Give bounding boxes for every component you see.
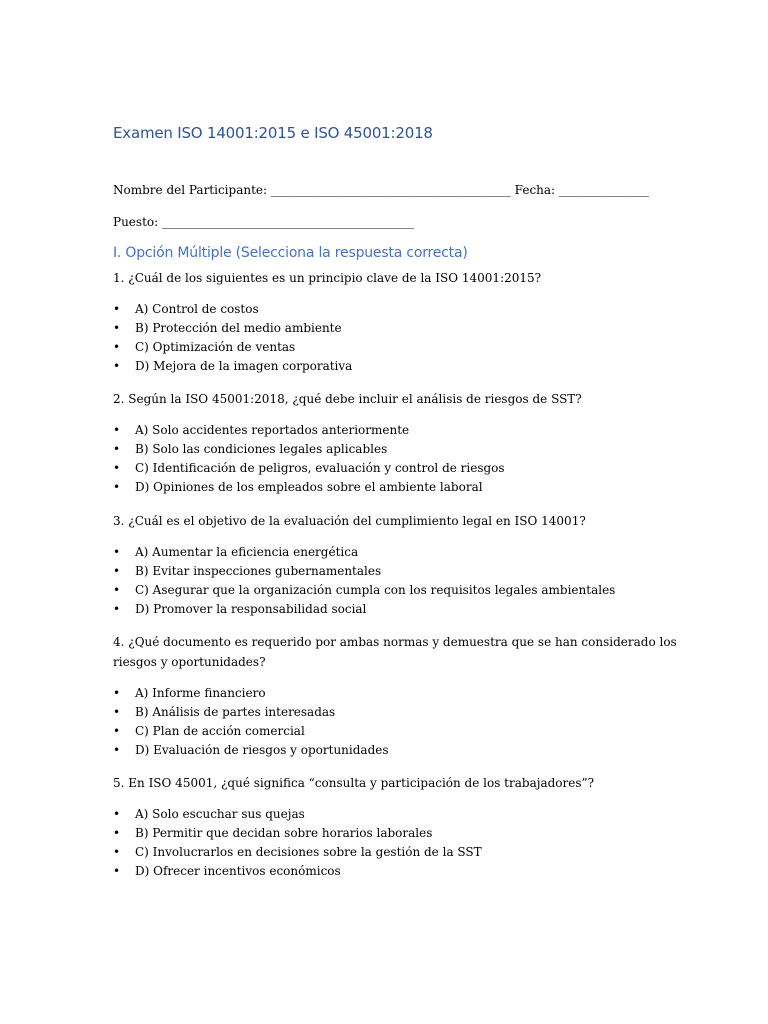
position-line: Puesto: __________________________________________	[113, 215, 414, 229]
question-text-continued: riesgos y oportunidades?	[113, 655, 266, 669]
option-item	[113, 562, 615, 581]
question-text: 1. ¿Cuál de los siguientes es un principio clave de la ISO 14001:2015?	[113, 271, 542, 285]
bullet-icon: •	[113, 321, 121, 335]
participant-name-date-line: Nombre del Participante: ________________________________________ Fecha: _______________	[113, 183, 649, 197]
bullet-icon: •	[113, 302, 121, 316]
option-item	[113, 300, 352, 319]
section-heading: I. Opción Múltiple (Selecciona la respuesta correcta)	[113, 245, 468, 261]
option-label: A) Solo accidentes reportados anteriormente	[135, 423, 410, 437]
question-1	[113, 268, 663, 288]
option-item	[113, 722, 389, 741]
option-item	[113, 338, 352, 357]
options-list-3	[113, 543, 615, 619]
bullet-icon: •	[113, 845, 121, 859]
bullet-icon: •	[113, 724, 121, 738]
bullet-icon: •	[113, 359, 121, 373]
option-label: B) Permitir que decidan sobre horarios laborales	[135, 826, 433, 840]
bullet-icon: •	[113, 602, 121, 616]
bullet-icon: •	[113, 545, 121, 559]
option-label: B) Evitar inspecciones gubernamentales	[135, 564, 382, 578]
options-list-4	[113, 684, 389, 760]
bullet-icon: •	[113, 583, 121, 597]
option-label: C) Plan de acción comercial	[135, 724, 305, 738]
question-5	[113, 773, 663, 793]
bullet-icon: •	[113, 826, 121, 840]
bullet-icon: •	[113, 461, 121, 475]
bullet-icon: •	[113, 442, 121, 456]
option-label: D) Evaluación de riesgos y oportunidades	[135, 743, 389, 757]
option-item	[113, 319, 352, 338]
bullet-icon: •	[113, 686, 121, 700]
option-item	[113, 357, 352, 376]
bullet-icon: •	[113, 564, 121, 578]
option-label: D) Opiniones de los empleados sobre el ambiente laboral	[135, 480, 483, 494]
bullet-icon: •	[113, 864, 121, 878]
bullet-icon: •	[113, 340, 121, 354]
option-label: B) Análisis de partes interesadas	[135, 705, 336, 719]
bullet-icon: •	[113, 423, 121, 437]
option-label: B) Solo las condiciones legales aplicables	[135, 442, 388, 456]
option-label: C) Identificación de peligros, evaluación y control de riesgos	[135, 461, 505, 475]
options-list-2	[113, 421, 505, 497]
option-item	[113, 862, 482, 881]
option-label: D) Mejora de la imagen corporativa	[135, 359, 353, 373]
option-item	[113, 843, 482, 862]
option-label: B) Protección del medio ambiente	[135, 321, 342, 335]
option-item	[113, 440, 505, 459]
option-item	[113, 805, 482, 824]
option-label: D) Promover la responsabilidad social	[135, 602, 367, 616]
bullet-icon: •	[113, 743, 121, 757]
question-4	[113, 632, 677, 672]
options-list-5	[113, 805, 482, 881]
option-item	[113, 703, 389, 722]
option-item	[113, 478, 505, 497]
question-3	[113, 511, 663, 531]
question-text: 5. En ISO 45001, ¿qué significa “consulta y participación de los trabajadores”?	[113, 776, 595, 790]
question-2	[113, 389, 663, 409]
option-item	[113, 459, 505, 478]
option-label: C) Optimización de ventas	[135, 340, 296, 354]
option-item	[113, 824, 482, 843]
option-label: C) Involucrarlos en decisiones sobre la gestión de la SST	[135, 845, 482, 859]
question-text: 2. Según la ISO 45001:2018, ¿qué debe incluir el análisis de riesgos de SST?	[113, 392, 582, 406]
bullet-icon: •	[113, 705, 121, 719]
question-text: 3. ¿Cuál es el objetivo de la evaluación del cumplimiento legal en ISO 14001?	[113, 514, 586, 528]
document-title: Examen ISO 14001:2015 e ISO 45001:2018	[113, 124, 433, 142]
option-label: A) Informe financiero	[135, 686, 266, 700]
option-item	[113, 581, 615, 600]
options-list-1	[113, 300, 352, 376]
question-text: 4. ¿Qué documento es requerido por ambas normas y demuestra que se han considerado los	[113, 635, 677, 649]
option-label: D) Ofrecer incentivos económicos	[135, 864, 341, 878]
option-item	[113, 684, 389, 703]
option-item	[113, 741, 389, 760]
option-label: A) Solo escuchar sus quejas	[135, 807, 305, 821]
option-item	[113, 421, 505, 440]
option-label: C) Asegurar que la organización cumpla con los requisitos legales ambientales	[135, 583, 616, 597]
bullet-icon: •	[113, 480, 121, 494]
bullet-icon: •	[113, 807, 121, 821]
option-label: A) Control de costos	[135, 302, 259, 316]
option-label: A) Aumentar la eficiencia energética	[135, 545, 359, 559]
option-item	[113, 600, 615, 619]
option-item	[113, 543, 615, 562]
